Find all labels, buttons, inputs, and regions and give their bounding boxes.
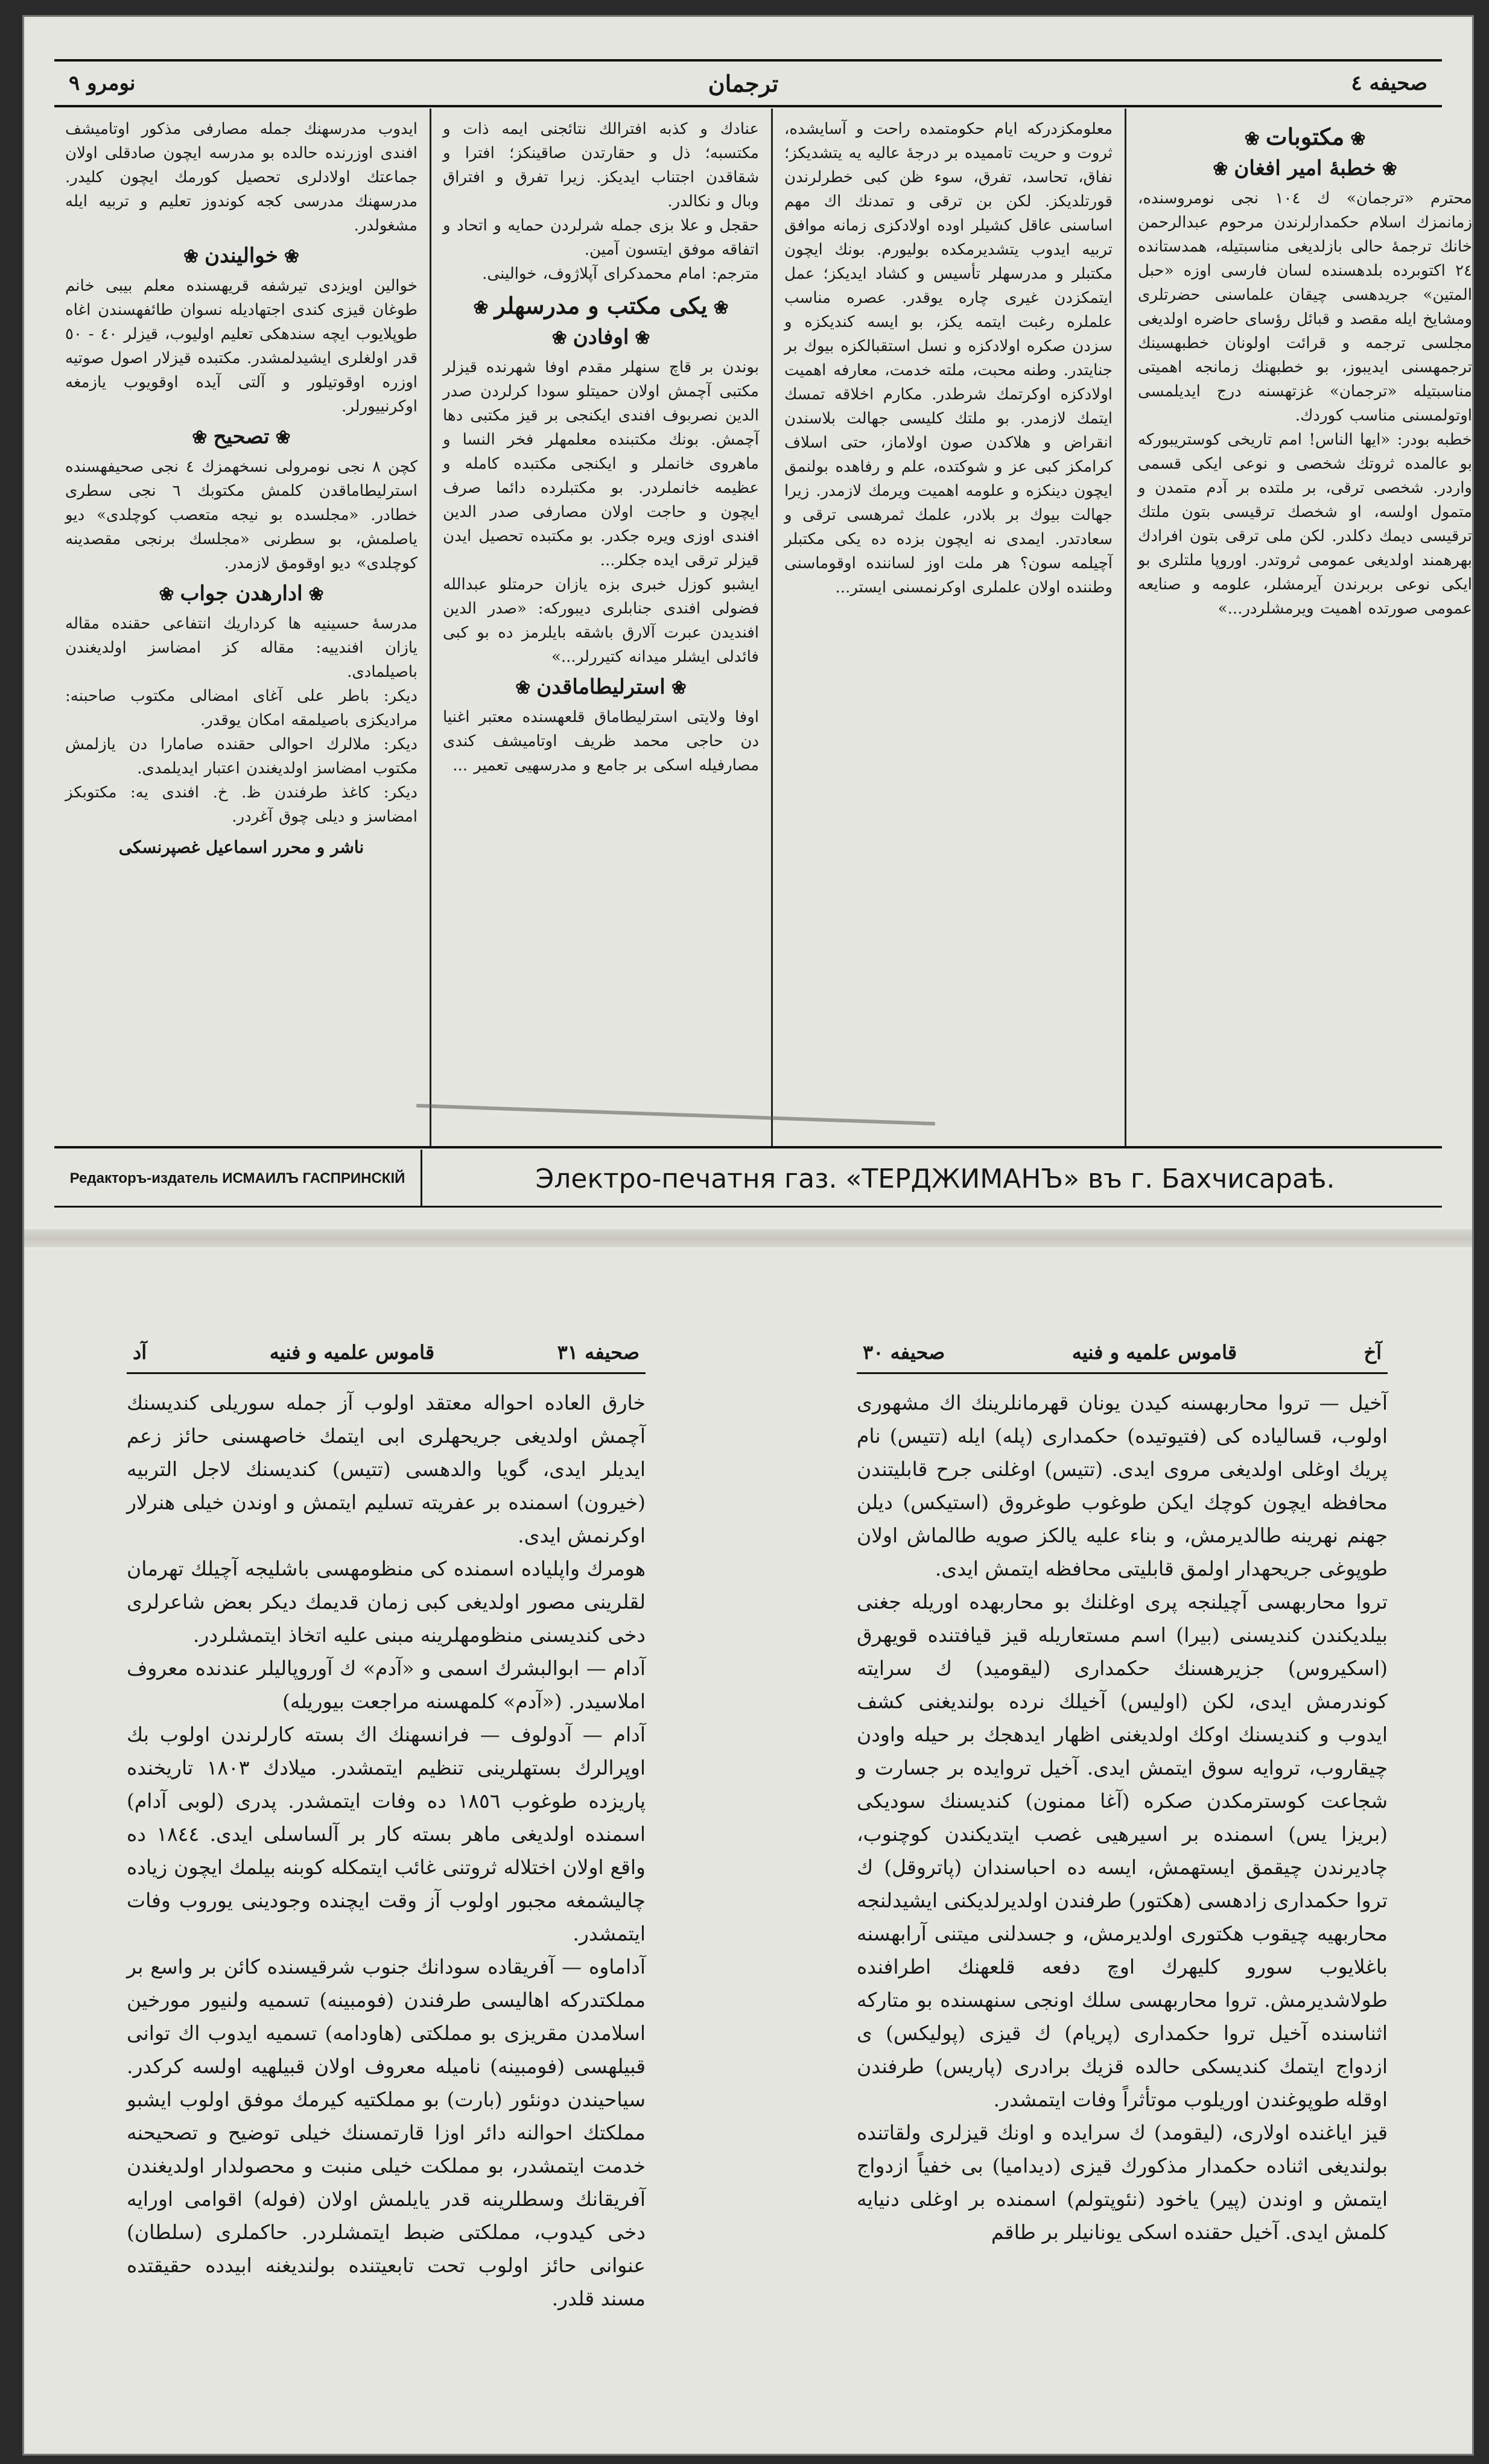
heading-new-schools: ❀یکی مکتب و مدرسهلر❀ xyxy=(473,292,729,319)
column-divider xyxy=(771,109,773,1146)
page-30-entry-key: آخ xyxy=(1364,1340,1382,1364)
article-afghan-emir-speech: محترم «ترجمان» ك ١٠٤ نجی نومروسنده، زمانمزك اسلام حکمدارلرندن مرحوم عبدالرحمن خانك ترجمهٔ حالی بازلدیغی مناسبتیله، همدستانده ٢٤ اکتوبرده بلدهسنده لسان فارسی اوزه «حبل المتین» جریدهسی چیقان علماسنی حضرتلری ومشایخ ایله مقصد و قبائل رؤسای حاضره اولدیغی مجلسی ترجمه و قرائت اولونان خطبهسینك ترجمهسنی ایدیبوز، بو خطبهنك زمانجه اهمیتی مناسبتیله «ترجمان» غزتهسنه درج ایدیلمسی اوتولمسنی مناسب کوردك. خطبه بودر: «ایها الناس! امم تاریخی کوستریبورکه بو عالمده ثروتك شخصی و نوعی ایکی قسمی واردر. شخصی ترقی، بر ملتده بر آدم متمدن و متمول اولسه، او شخصك ترقیسی بتون ملتك ترقیسی دیمك دکلدر. لکن ملی ترقی بتون افرادك بهرهمند اولدیغی عمومی ثروتدر. اوروپا ملتلری بو ایکی نوعی بربرندن آیرمشلر، علومه و صنایعه عمومی صورتده اهمیت ویرمشلردر...» xyxy=(1138,189,1472,618)
heading-correction: ❀تصحیح❀ xyxy=(192,425,291,449)
heading-letters: ❀مکتوبات❀ xyxy=(1244,123,1366,150)
column-4 xyxy=(54,109,428,1146)
page-header xyxy=(54,59,1442,107)
upper-newspaper-section xyxy=(54,109,1472,1148)
column-3 xyxy=(432,109,770,1146)
imprint-bar xyxy=(54,1150,1442,1208)
editor-imprint: Редакторъ-издатель ИСМАИЛЪ ГАСПРИНСКІЙ xyxy=(54,1150,422,1208)
column-divider xyxy=(430,109,431,1146)
article-speech-continued: معلومکزدرکه ایام حکومتمده راحت و آسایشده، ثروت و حریت تاممیده بر درجهٔ عالیه یه یتشدیکز؛ نفاق، تحاسد، تفرق، سوء ظن کبی خطرلرندن قورتلدیکز. لکن بن ترقی و تمدنك اك مهم اساسنی عاقل کشیلر اوده اولادکزی زمانه موافق تربیه ایدوب یتشدیرمکده بولیورم. بونك ایچون مکتبلر و مدرسهلر تأسیس و کشاد ایدیکز؛ عمل ایتمکزدن غیری چاره یوقدر. عصره مناسب علملره رغبت ایتمه یکز، بو ایسه کندیکزه و سزدن صکره اولادکزه و نسل استقبالکزه بیوك بر جنایتدر. وطنه محبت، ملته خدمت، معارفه اهمیت اولادکزه اوکرتمك شرطدر. مکارم اخلاقه تمسك ایتمك لازمدر. بو ملتك کلیسی جهالت بلاسندن انقراض و هلاکدن صون اولاماز، حتی اسلاف کرامکز کبی عز و شوکتده، علم و رفاهده بولنمق ایچون دینکزه و علومه اهمیت ویرمك لازمدر. زیرا جهالت بیوك بر بلادر، علمك ثمرهسی ترقی و سعادتدر. ایمدی نه ایچون بزده ده یکی مکتبلر آچیلمه سون؟ هر ملت اوز لساننده اوقوماسنی وطننده اولان علملری اوکرنمسنی ایستر... xyxy=(778,120,1113,597)
newspaper-title: ترجمان xyxy=(708,69,779,97)
page-fold xyxy=(24,1229,1472,1247)
heading-afghan-emir-speech: ❀خطبهٔ امیر افغان❀ xyxy=(1213,156,1397,180)
encyclopedia-page-30-body: آخیل — تروا محاربهسنه کیدن یونان قهرمانلرینك اك مشهوری اولوب، قسالیاده کی (فتیوتیده) حکمداری (پله) ایله (تتیس) نام پریك اوغلی اولدیغی مروی ایدی. (تتیس) اوغلنی جرح قابلیتندن محافظه ایچون کوچك ایکن طوغوب طوغروق (استیکس) دیلن جهنم نهرینه طالدیرمش، و بناء علیه یالکز صویه طالماش اولان طوپوغی جریحهدار اولمق قابلیتی محافظه ایتمش ایدی. تروا محاربهسی آچیلنجه پری اوغلنك بو محاربهده اوریله جغنی بیلدیکندن کندیسنی (بیرا) اسم مستعاریله قیز قیافتنده قویهرق (اسکیروس) جزیرهسنك حکمداری (لیقومید) ك سرایته کوندرمش ایدی، لکن (اولیس) آخیلك نرده بولندیغنی کشف ایدوب و کندیسنك اوکك اولدیغنی اظهار ایدهجك بر حیله واودن چیقاروب، تروایه سوق ایتمش ایدی. آخیل تروایده بر جسارت و شجاعت کوسترمکدن صکره (آغا ممنون) کندیسنك سودیکی (بریزا یس) اسمنده بر اسیرهیی غصب ایتدیکندن کوچنوب، چادیرندن چیقمق ایستهمش، ایسه ده احباسندان (پاتروقل) ك تروا حکمداری زادهسی (هکتور) طرفندن اولدیرلدیکنی ایشیدلنجه محاربهیه چیقوب هکتوری اولدیرمش، و جسدلنی میتنی آرابهسنه باغلایوب سورو کلیهرك اوچ دفعه قلعهنك اطرافنده طولاشدیرمش. تروا محاربهسی سلك اونجی سنهسنده بو متارکه اثناسنده آخیل تروا حکمداری (پریام) ك قیزی (پولیکس) ی ازدواج ایتمك کندیسکی حالده قزیك برادری (پاریس) طرفندن اوقله طوپوغندن اوریلوب موتأثراً وفات ایتمشدر. قیز ایاغنده اولاری، (لیقومد) ك سرایده و اونك قیزلری ولقاتنده بولندیغی اثناده حکمدار مذکورك قیزی (دیدامیا) بی خفیاً ازدواج ایتمش و اوندن (پیر) یاخود (نئوپتولم) اسمنده بر اوغلی دنیایه کلمش ایدی. آخیل حقنده اسکی یونانیلر بر طاقم xyxy=(857,1391,1388,2244)
page-31-number: صحیفه ٣١ xyxy=(557,1340,640,1364)
page-30-title: قاموس علمیه و فنیه xyxy=(1072,1340,1237,1364)
column-3-intro: عنادك و کذبه افترالك نتائجنی ایمه ذات و مکتسبه؛ ذل و حقارتدن صاقینکز؛ افترا و شقاقدن اجتناب ایدیکز. زیرا تفرق و افتراق وبال و نکالدر. حقجل و علا بزی جمله شرلردن حمایه و اتحاد و اتفاقه موفق ایتسون آمین. مترجم: امام محمدکرای آپلاژوف، خوالینی. xyxy=(443,120,759,283)
article-khvalyn: خوالین اویزدی تیرشفه قریهسنده معلم بیبی خانم طوغان قیزی کندی اجتهادیله نسوان طائفهسندن اغاه طوپلایوب ایچه سندهکی تعلیم اولیوب، قیزلر ٤٠ - ٥٠ قدر اولغلری ایشیدلمشدر. مکتبده قیزلار اصول صوتیه اوزره اوقوتیلور و آلتی آیده اوقویوب یازمغه اوکرنییورلر. xyxy=(59,277,417,416)
column-divider xyxy=(1125,109,1126,1146)
heading-ufa: ❀اوفادن❀ xyxy=(551,325,650,349)
column-4-intro: ایدوب مدرسهنك جمله مصارفی مذکور اوتامیشف افندی اوزرنده حالده بو مدرسه ایچون صادقلی اولان جماعتك اولادلری تحصیل کورمك ایچون کلیدر. مدرسهنك مدرسی کجه کوندوز تعلیم و تربیه ایله مشغولدر. xyxy=(59,120,417,235)
heading-sterlitamak: ❀استرلیطاماقدن❀ xyxy=(515,675,687,699)
page-31-entry-key: آد xyxy=(133,1340,147,1364)
issue-number: نومرو ٩ xyxy=(69,71,136,95)
newspaper-page xyxy=(24,17,1472,2454)
publisher-signature: ناشر و محرر اسماعیل غصپرنسکی xyxy=(118,837,364,857)
article-correction: کچن ٨ نجی نومرولی نسخهمزك ٤ نجی صحیفهسنده استرلیطاماقدن کلمش مکتوبك ٦ نجی سطری خطادر. «مجلسده بو نیجه متعصب کوچلدی» دیو یاصلمش، بو سطرنی «مجلسك برنجی مقصدینه کوچلدی» دیو اوقومق لازمدر. xyxy=(59,458,418,572)
heading-editorial-reply: ❀ادارهدن جواب❀ xyxy=(159,581,324,606)
page-31-title: قاموس علمیه و فنیه xyxy=(269,1340,435,1364)
encyclopedia-page-31-body: خارق العاده احواله معتقد اولوب آز جمله سوریلی کندیسنك آچمش اولدیغی جریحهلری ابی ایتمك خاصهسنی حائز زعم ایدیلر ایدی، گویا والدهسی (تتیس) کندیسنك لاجل التربیه (خیرون) اسمنده بر عفریته تسلیم ایتمش و اوندن خیلی هنرلار اوکرنمش ایدی. هومرك واپلیاده اسمنده کی منظومهسی باشلیجه آچیلك تهرمان لقلرینی مصور اولدیغی کبی زمان قدیمك دیکر بعض شاعرلری دخی کندیسنی منظومهلرینه مبنی علیه اتخاذ ایتمشلردر. آدام — ابوالبشرك اسمی و «آدم» ك آوروپالیلر عندنده معروف املاسیدر. («آدم» کلمهسنه مراجعت بیوریله) آدام — آدولوف — فرانسهنك اك بسته کارلرندن اولوب بك اوپرالرك بستهلرینی تنظیم ایتمشدر. میلادك ١٨٠٣ تاریخنده پاریزده طوغوب ١٨٥٦ ده وفات ایتمشدر. پدری (لوبی آدام) اسمنده اولدیغی ماهر بسته کار بر آلساسلی ایدی. ١٨٤٤ ده واقع اولان اختلاله ثروتنی غائب ایتمکله کوبنه بیلمك ایچون زیاده چالیشمغه مجبور اولوب آز وقت ایچنده وجودینی یوروب وفات ایتمشدر. آداماوه — آفریقاده سودانك جنوب شرقیسنده کائن بر واسع بر مملکتدرکه اهالیسی طرفندن (فومبینه) تسمیه ولنیور مورخین اسلامدن مقریزی بو مملکتی (هاودامه) تسمیه ایدوب اك توانی قبیلهسی (فومبینه) نامیله معروف اولان قبیلهیه اولسه کرکدر. سیاحیندن دونئور (بارت) بو مملکتیه کیرمك موفق اولوب ایشبو مملکتك احوالنه دائر اوزا قارتمسنك خیلی توضیح و تصحیحنه خدمت ایتمشدر، بو مملکت خیلی منبت و محصولدار اولدیغندن آفریقانك وسطلرینه قدر یایلمش اولان (فوله) اقوامی اورایه دخی کیدوب، مملکتی ضبط ایتمشلردر. حاکملری (سلطان) عنوانی حائز اولوب تحت تابعیتنده بولندیغنه ابیدده حقیقتده مسند قلدر. xyxy=(127,1391,646,2310)
article-editorial-reply: مدرسهٔ حسینیه ها کرداریك انتفاعی حقنده مقاله یازان افندییه: مقاله کز امضاسز اولدیغندن باصیلمادی. دیکر: باطر علی آغای امضالی مکتوب صاحبنه: مرادیکزی باصیلمقه امکان یوقدر. دیکر: ملالرك احوالی حقنده صامارا دن یازلمش مکتوب امضاسز اولدیغندن اعتبار ایدیلمدی. دیکر: کاغذ طرفندن ظ. خ. افندی یه: مکتوبکز امضاسز و دیلی چوق آغردر. xyxy=(65,615,417,826)
article-sterlitamak: اوفا ولایتی استرلیطاماق قلعهسنده معتبر اغنیا دن حاجی محمد ظریف اوتامیشف کندی مصارفیله اسکی بر جامع و مدرسهیی تعمیر ... xyxy=(436,708,759,774)
press-imprint: Электро-печатня газ. «ТЕРДЖИМАНЪ» въ г. Бахчисараѣ. xyxy=(535,1163,1335,1194)
encyclopedia-page-31-header xyxy=(127,1332,646,1374)
page-30-number: صحیفه ٣٠ xyxy=(863,1340,945,1364)
heading-khvalyn: ❀خوالیندن❀ xyxy=(183,244,299,268)
page-number: صحیفه ٤ xyxy=(1351,71,1427,95)
column-2 xyxy=(773,109,1123,1146)
column-1 xyxy=(1127,109,1483,1146)
article-ufa: بوندن بر قاچ سنهلر مقدم اوفا شهرنده قیزلر مکتبی آچمش اولان حمیتلو سودا کرلردن صدر الدین نصربوف افندی ایکنجی بر قیز مکتبی دها آچمش. بونك مکتبنده معلمهلر فخر النسا و ماهروی خانملر و ایکنجی مکتبده کامله و عظیمه خانملردر. بو مکتبلرده دائما صرف ایچون و حاجت اولان مصارفی صدر الدین افندی اوزی ویره جکدر. بو مکتبده تحصیل ایدن قیزلر ترقی ایده جکلر... ایشبو کوزل خبری بزه یازان حرمتلو عبدالله فضولی افندی جنابلری دیبورکه: «صدر الدین افندیدن عبرت آلارق باشقه بایلرمز ده بو کبی فائدلی ایشلر میدانه کتیررلر...» xyxy=(443,358,759,666)
encyclopedia-page-30-header xyxy=(857,1332,1388,1374)
